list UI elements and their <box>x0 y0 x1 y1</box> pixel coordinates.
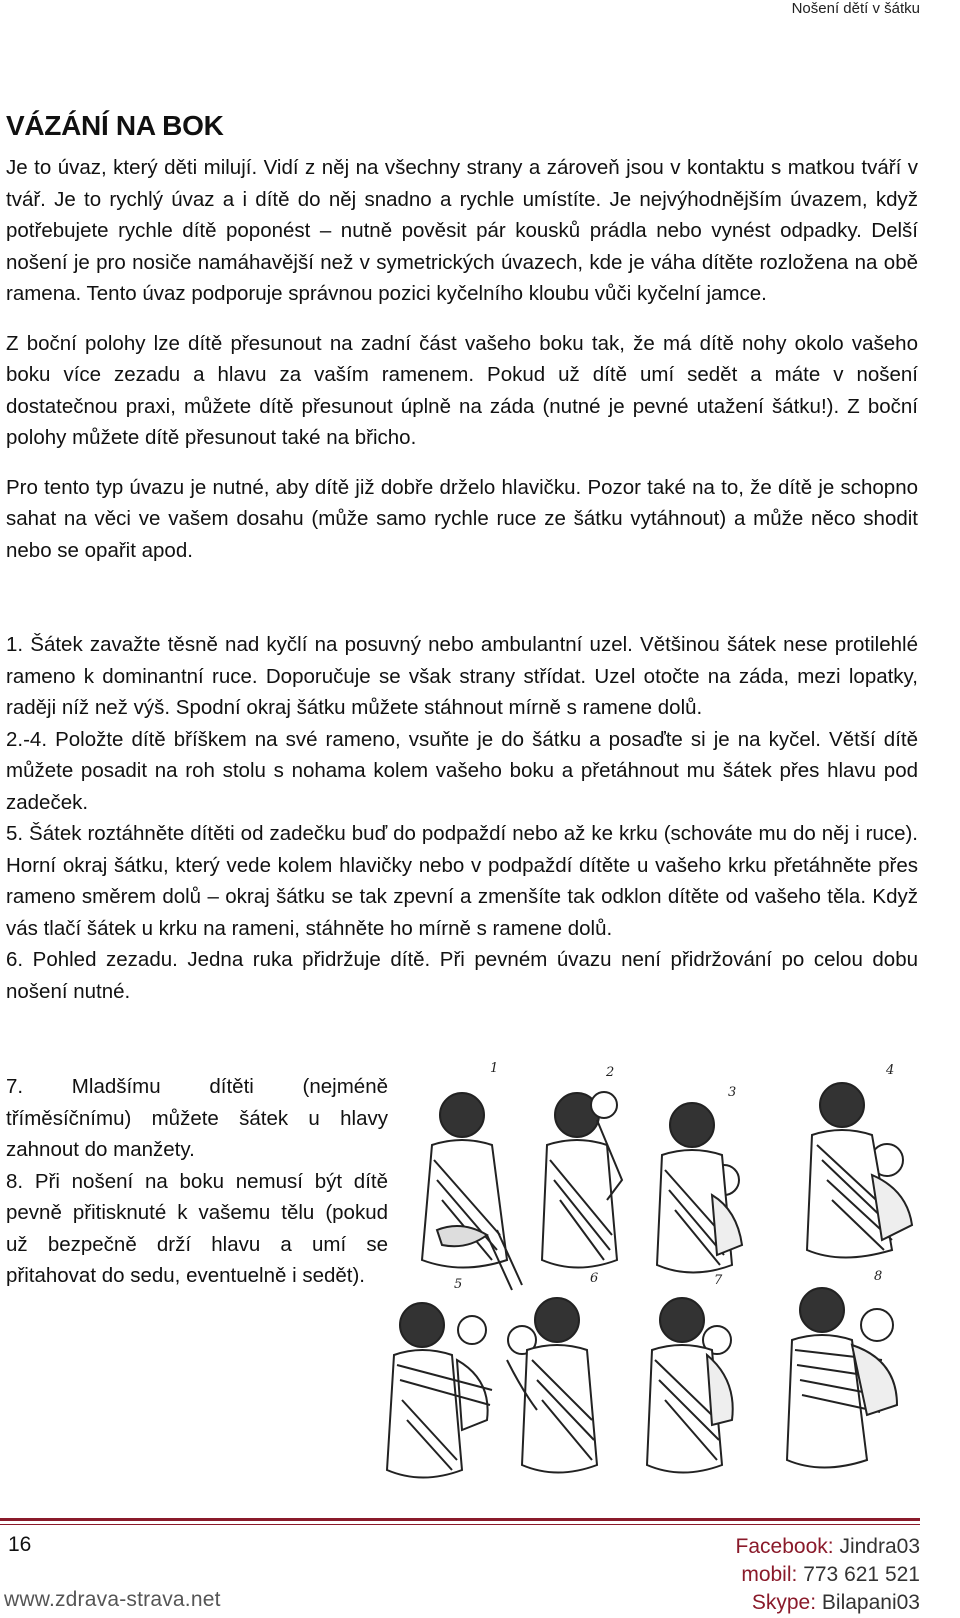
page-title: VÁZÁNÍ NA BOK <box>6 110 224 141</box>
mobil-label: mobil: <box>741 1563 798 1586</box>
facebook-value: Jindra03 <box>839 1535 920 1558</box>
illustration-drawing <box>372 1060 952 1490</box>
step-item: 5. Šátek roztáhněte dítěti od zadečku buď do podpaždí nebo až ke krku (schováte mu do něj i ruce). Horní okraj šátku, který vede kolem hlavičky nebo v podpaždí dítěte u vašeho krku přetáhněte přes rameno směrem dolů – okraj šátku se tak zpevní a zmenšíte tak odklon dítěte od vašeho těla. Když vás tlačí šátek u krku na rameni, stáhněte ho mírně s ramene dolů. <box>6 822 918 940</box>
page-number: 16 <box>8 1533 32 1556</box>
intro-text <box>6 152 918 584</box>
figure-number: 2 <box>606 1065 615 1080</box>
step-item: 2.-4. Položte dítě bříškem na své rameno, vsuňte je do šátku a posaďte si je na kyčel. Větší dítě můžete posadit na roh stolu s nohama kolem vašeho boku a přetáhnout mu šátek přes hlavu pod zadeček. <box>6 727 918 814</box>
figure-number: 6 <box>590 1271 599 1286</box>
contact-info <box>736 1533 920 1617</box>
mobil-line <box>736 1561 920 1589</box>
figure-1 <box>422 1093 522 1290</box>
paragraph: Je to úvaz, který děti milují. Vidí z něj na všechny strany a zároveň jsou v kontaktu s matkou tváří v tvář. Je to rychlý úvaz a i dítě do něj snadno a rychle umístíte. Je nejvýhodnějším úvazem, když potřebujete rychle dítě poponést – nutně pověsit pár kousků prádla nebo vynést odpadky. Delší nošení je pro nosiče namáhavější než v symetrických úvazech, kde je váha dítěte rozložena na obě ramena. Tento úvaz podporuje správnou pozici kyčelního kloubu vůči kyčelní jamce. <box>6 156 918 305</box>
figure-number: 7 <box>714 1273 723 1288</box>
paragraph: Z boční polohy lze dítě přesunout na zadní část vašeho boku tak, že má dítě nohy okolo vašeho boku více zezadu a hlavu za vaším ramenem. Pokud už dítě umí sedět a máte v nošení dostatečnou praxi, můžete dítě přesunout úplně na záda (nutné je pevné utažení šátku!). Z boční polohy můžete dítě přesunout také na břicho. <box>6 331 918 449</box>
skype-line <box>736 1589 920 1617</box>
step-item: 6. Pohled zezadu. Jedna ruka přidržuje dítě. Při pevném úvazu není přidržování po celou dobu nošení nutné. <box>6 948 918 1003</box>
skype-value: Bilapani03 <box>821 1591 920 1614</box>
step-item: 7. Mladšímu dítěti (nejméně tříměsíčnímu) můžete šátek u hlavy zahnout do manžety. <box>6 1075 388 1161</box>
figure-number: 8 <box>874 1269 883 1284</box>
figure-6 <box>507 1298 597 1473</box>
figure-4 <box>807 1083 912 1258</box>
figure-2 <box>542 1092 622 1268</box>
figure-7 <box>647 1298 733 1473</box>
skype-label: Skype: <box>751 1591 817 1614</box>
mobil-value: 773 621 521 <box>803 1563 920 1586</box>
figure-3 <box>657 1103 742 1273</box>
figure-number: 5 <box>454 1277 463 1292</box>
figure-8 <box>787 1288 897 1468</box>
steps-list <box>6 629 918 1007</box>
steps-list-narrow <box>6 1071 388 1292</box>
tying-illustration <box>372 1060 952 1490</box>
step-item: 1. Šátek zavažte těsně nad kyčlí na posuvný nebo ambulantní uzel. Většinou šátek nese protilehlé rameno k dominantní ruce. Doporučuje se však strany střídat. Uzel otočte na záda, mezi lopatky, raději níž než výš. Spodní okraj šátku můžete stáhnout mírně s ramene dolů. <box>6 633 918 719</box>
footer-divider <box>0 1524 920 1525</box>
facebook-line <box>736 1533 920 1561</box>
figure-number: 3 <box>728 1085 737 1100</box>
running-header: Nošení dětí v šátku <box>791 0 920 17</box>
paragraph: Pro tento typ úvazu je nutné, aby dítě již dobře drželo hlavičku. Pozor také na to, že dítě je schopno sahat na věci ve vašem dosahu (může samo rychle ruce ze šátku vytáhnout) a může něco shodit nebo se opařit apod. <box>6 475 918 562</box>
step-item: 8. Při nošení na boku nemusí být dítě pevně přitisknuté k vašemu tělu (pokud už bezpečně drží hlavu a umí se přitahovat do sedu, eventuelně i sedět). <box>6 1169 388 1287</box>
footer-divider <box>0 1518 920 1521</box>
website-link[interactable]: www.zdrava-strava.net <box>4 1588 221 1611</box>
figure-5 <box>387 1303 492 1478</box>
figure-number: 4 <box>886 1063 895 1078</box>
figure-number: 1 <box>490 1061 499 1076</box>
facebook-label: Facebook: <box>735 1535 834 1558</box>
